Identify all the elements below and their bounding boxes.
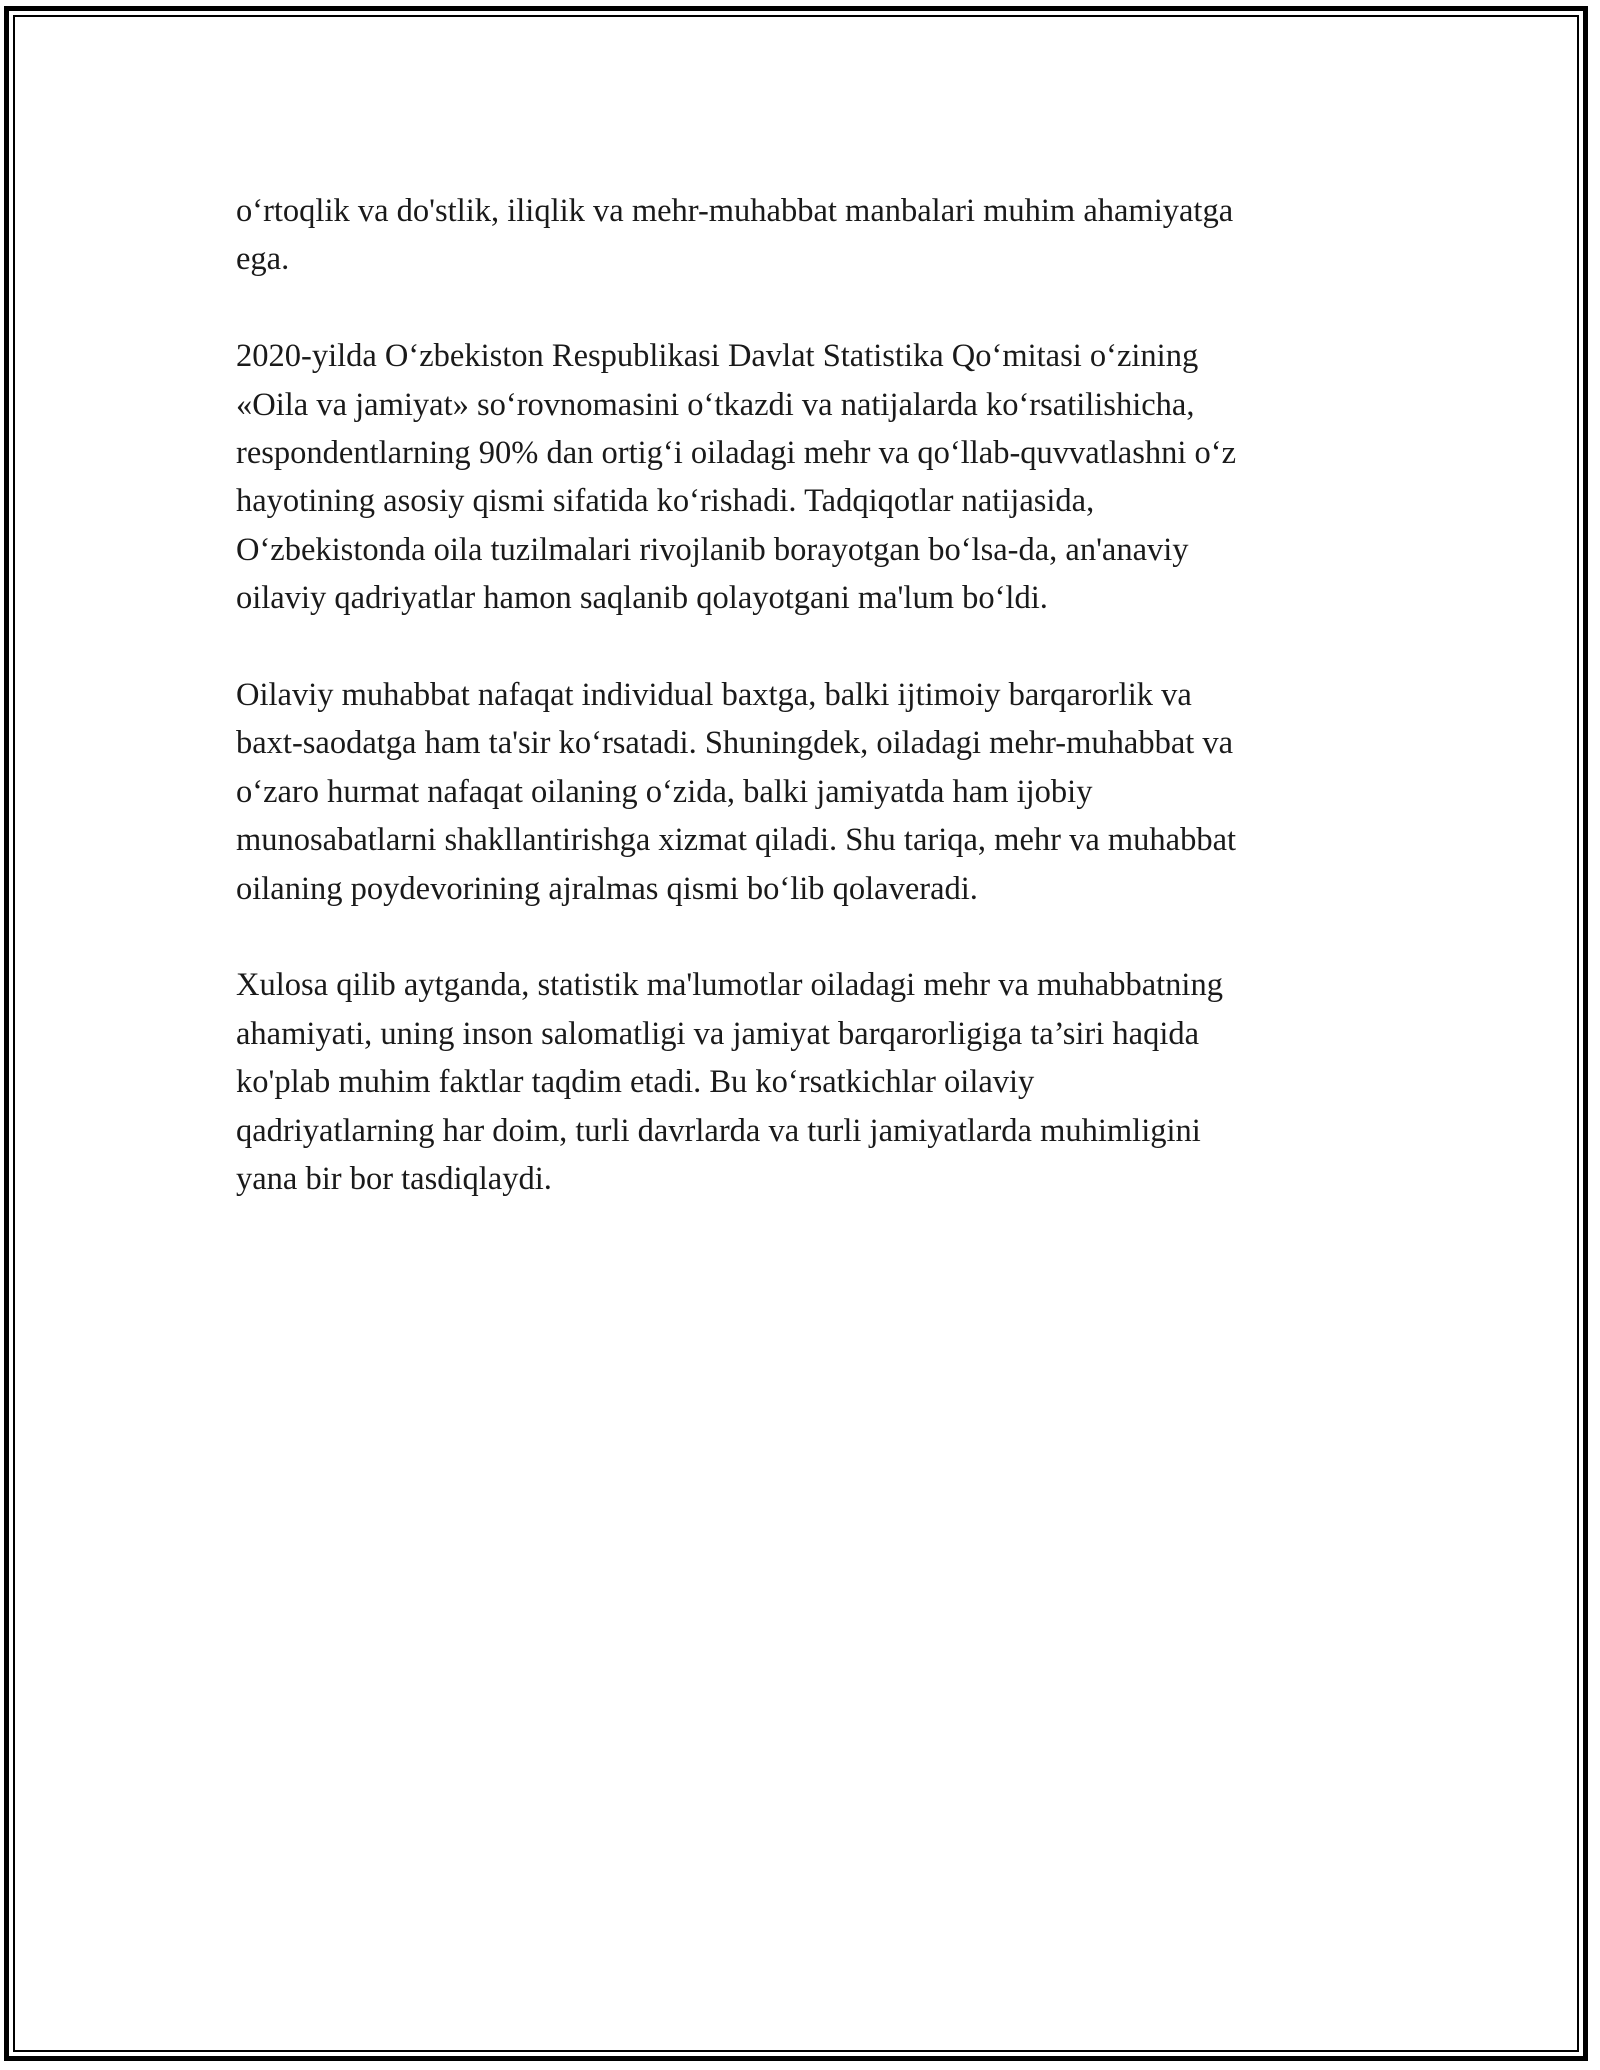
paragraph-1: oʻrtoqlik va do'stlik, iliqlik va mehr-muhabbat manbalari muhim ahamiyatga ega. bbox=[236, 193, 1234, 278]
paragraph-4: Xulosa qilib aytganda, statistik ma'lumotlar oiladagi mehr va muhabbatning ahamiyati, uning inson salomatligi va jamiyat barqarorligiga ta’siri haqida ko'plab muhim faktlar taqdim etadi. Bu koʻrsatkichlar oilaviy qadriyatlarning har doim, turli davrlarda va turli jamiyatlarda muhimligini yana bir bor tasdiqlaydi. bbox=[236, 967, 1223, 1198]
paragraph-2: 2020-yilda Oʻzbekiston Respublikasi Davlat Statistika Qoʻmitasi oʻzining «Oila va jamiyat» soʻrovnomasini oʻtkazdi va natijalarda koʻrsatilishicha, respondentlarning 90% dan ortigʻi oiladagi mehr va qoʻllab-quvvatlashni oʻz hayotining asosiy qismi sifatida koʻrishadi. Tadqiqotlar natijasida, Oʻzbekistonda oila tuzilmalari rivojlanib borayotgan boʻlsa-da, an'anaviy oilaviy qadriyatlar hamon saqlanib qolayotgani ma'lum boʻldi. bbox=[236, 338, 1236, 617]
document-body bbox=[236, 187, 1366, 1252]
paragraph-3: Oilaviy muhabbat nafaqat individual baxtga, balki ijtimoiy barqarorlik va baxt-saodatga ham ta'sir koʻrsatadi. Shuningdek, oiladagi mehr-muhabbat va oʻzaro hurmat nafaqat oilaning oʻzida, balki jamiyatda ham ijobiy munosabatlarni shakllantirishga xizmat qiladi. Shu tariqa, mehr va muhabbat oilaning poydevorining ajralmas qismi boʻlib qolaveradi. bbox=[236, 677, 1237, 907]
